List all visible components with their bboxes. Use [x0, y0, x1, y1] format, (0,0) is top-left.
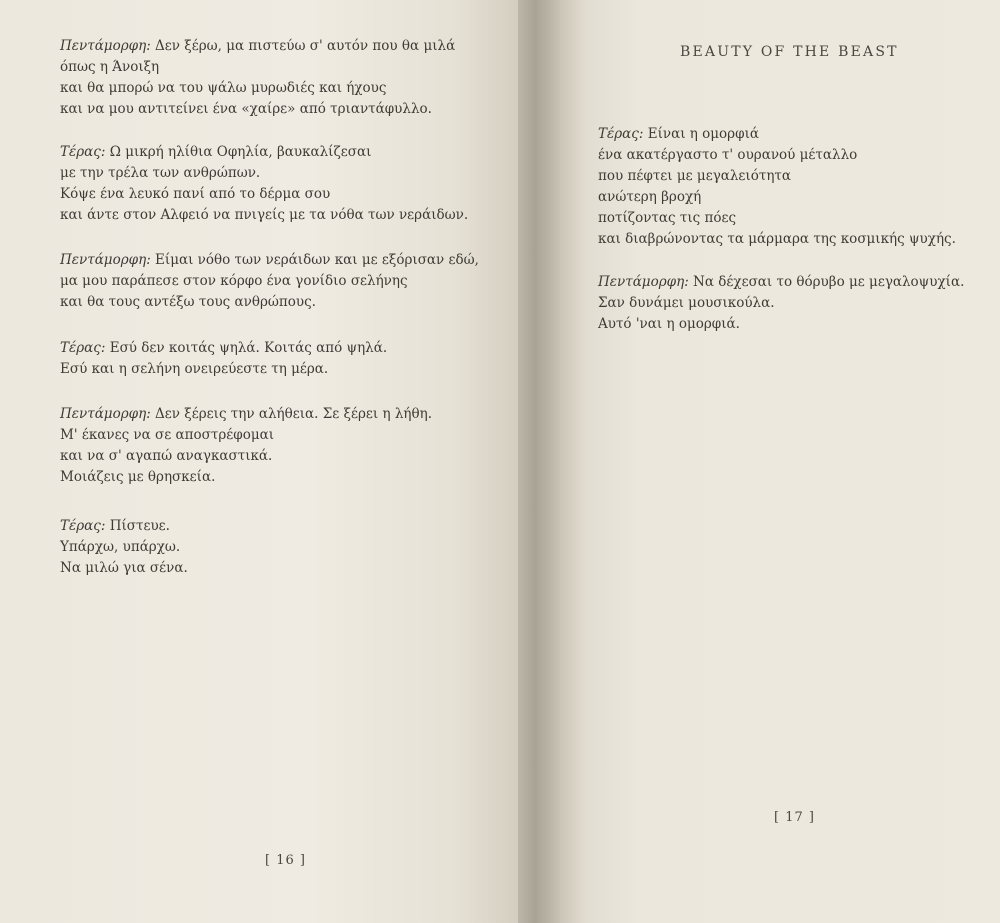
verse-line: Να μιλώ για σένα.: [60, 560, 188, 576]
verse-line: και θα μπορώ να του ψάλω μυρωδιές και ήχους: [60, 80, 387, 96]
page-number: [ 17 ]: [774, 810, 815, 825]
verse-line: Κόψε ένα λευκό πανί από το δέρμα σου: [60, 186, 331, 202]
verse-line: [60, 404, 432, 425]
verse-line: ένα ακατέργαστο τ' ουρανού μέταλλο: [598, 147, 858, 163]
verse-text: Να δέχεσαι το θόρυβο με μεγαλοψυχία.: [693, 274, 965, 290]
speaker-name: Πεντάμορφη:: [60, 38, 151, 54]
book-gutter: [518, 0, 560, 923]
verse-line: [60, 338, 387, 359]
verse-line: Σαν δυνάμει μουσικούλα.: [598, 295, 775, 311]
speaker-name: Πεντάμορφη:: [598, 274, 689, 290]
verse-line: που πέφτει με μεγαλειότητα: [598, 168, 791, 184]
verse-text: Πίστευε.: [109, 518, 170, 534]
verse-line: Αυτό 'ναι η ομορφιά.: [598, 316, 740, 332]
verse-line: [60, 250, 479, 271]
verse-line: και να σ' αγαπώ αναγκαστικά.: [60, 448, 273, 464]
verse-line: [598, 272, 964, 293]
verse-text: Δεν ξέρω, μα πιστεύω σ' αυτόν που θα μιλά: [155, 38, 456, 54]
verse-line: Υπάρχω, υπάρχω.: [60, 539, 181, 555]
stanza: [598, 272, 964, 335]
running-head: BEAUTY OF THE BEAST: [680, 44, 899, 60]
stanza: [60, 338, 387, 380]
stanza: [60, 250, 479, 313]
verse-line: Μ' έκανες να σε αποστρέφομαι: [60, 427, 275, 443]
verse-line: [60, 516, 188, 537]
verse-line: και διαβρώνοντας τα μάρμαρα της κοσμικής ψυχής.: [598, 231, 956, 247]
stanza: [60, 142, 468, 226]
verse-line: ανώτερη βροχή: [598, 189, 702, 205]
verse-line: [60, 36, 455, 57]
right-page: [560, 0, 1000, 923]
verse-line: μα μου παράπεσε στον κόρφο ένα γονίδιο σελήνης: [60, 273, 408, 289]
verse-line: όπως η Άνοιξη: [60, 59, 160, 75]
verse-line: [598, 124, 956, 145]
speaker-name: Τέρας:: [60, 518, 106, 534]
verse-line: και θα τους αντέξω τους ανθρώπους.: [60, 294, 316, 310]
verse-text: Ω μικρή ηλίθια Οφηλία, βαυκαλίζεσαι: [109, 144, 372, 160]
stanza: [60, 404, 432, 488]
verse-line: με την τρέλα των ανθρώπων.: [60, 165, 261, 181]
verse-line: [60, 142, 468, 163]
verse-line: και άντε στον Αλφειό να πνιγείς με τα νόθα των νεράιδων.: [60, 207, 469, 223]
verse-line: ποτίζοντας τις πόες: [598, 210, 737, 226]
verse-text: Δεν ξέρεις την αλήθεια. Σε ξέρει η λήθη.: [155, 406, 433, 422]
stanza: [60, 516, 188, 579]
speaker-name: Τέρας:: [60, 144, 106, 160]
page-number: [ 16 ]: [265, 853, 306, 868]
speaker-name: Πεντάμορφη:: [60, 252, 151, 268]
speaker-name: Τέρας:: [598, 126, 644, 142]
stanza: [60, 36, 455, 120]
verse-line: Μοιάζεις με θρησκεία.: [60, 469, 216, 485]
stanza: [598, 124, 956, 250]
speaker-name: Πεντάμορφη:: [60, 406, 151, 422]
verse-text: Εσύ δεν κοιτάς ψηλά. Κοιτάς από ψηλά.: [109, 340, 388, 356]
verse-text: Είμαι νόθο των νεράιδων και με εξόρισαν εδώ,: [155, 252, 479, 268]
verse-line: Εσύ και η σελήνη ονειρεύεστε τη μέρα.: [60, 361, 329, 377]
verse-text: Είναι η ομορφιά: [647, 126, 759, 142]
verse-line: και να μου αντιτείνει ένα «χαίρε» από τριαντάφυλλο.: [60, 101, 432, 117]
speaker-name: Τέρας:: [60, 340, 106, 356]
